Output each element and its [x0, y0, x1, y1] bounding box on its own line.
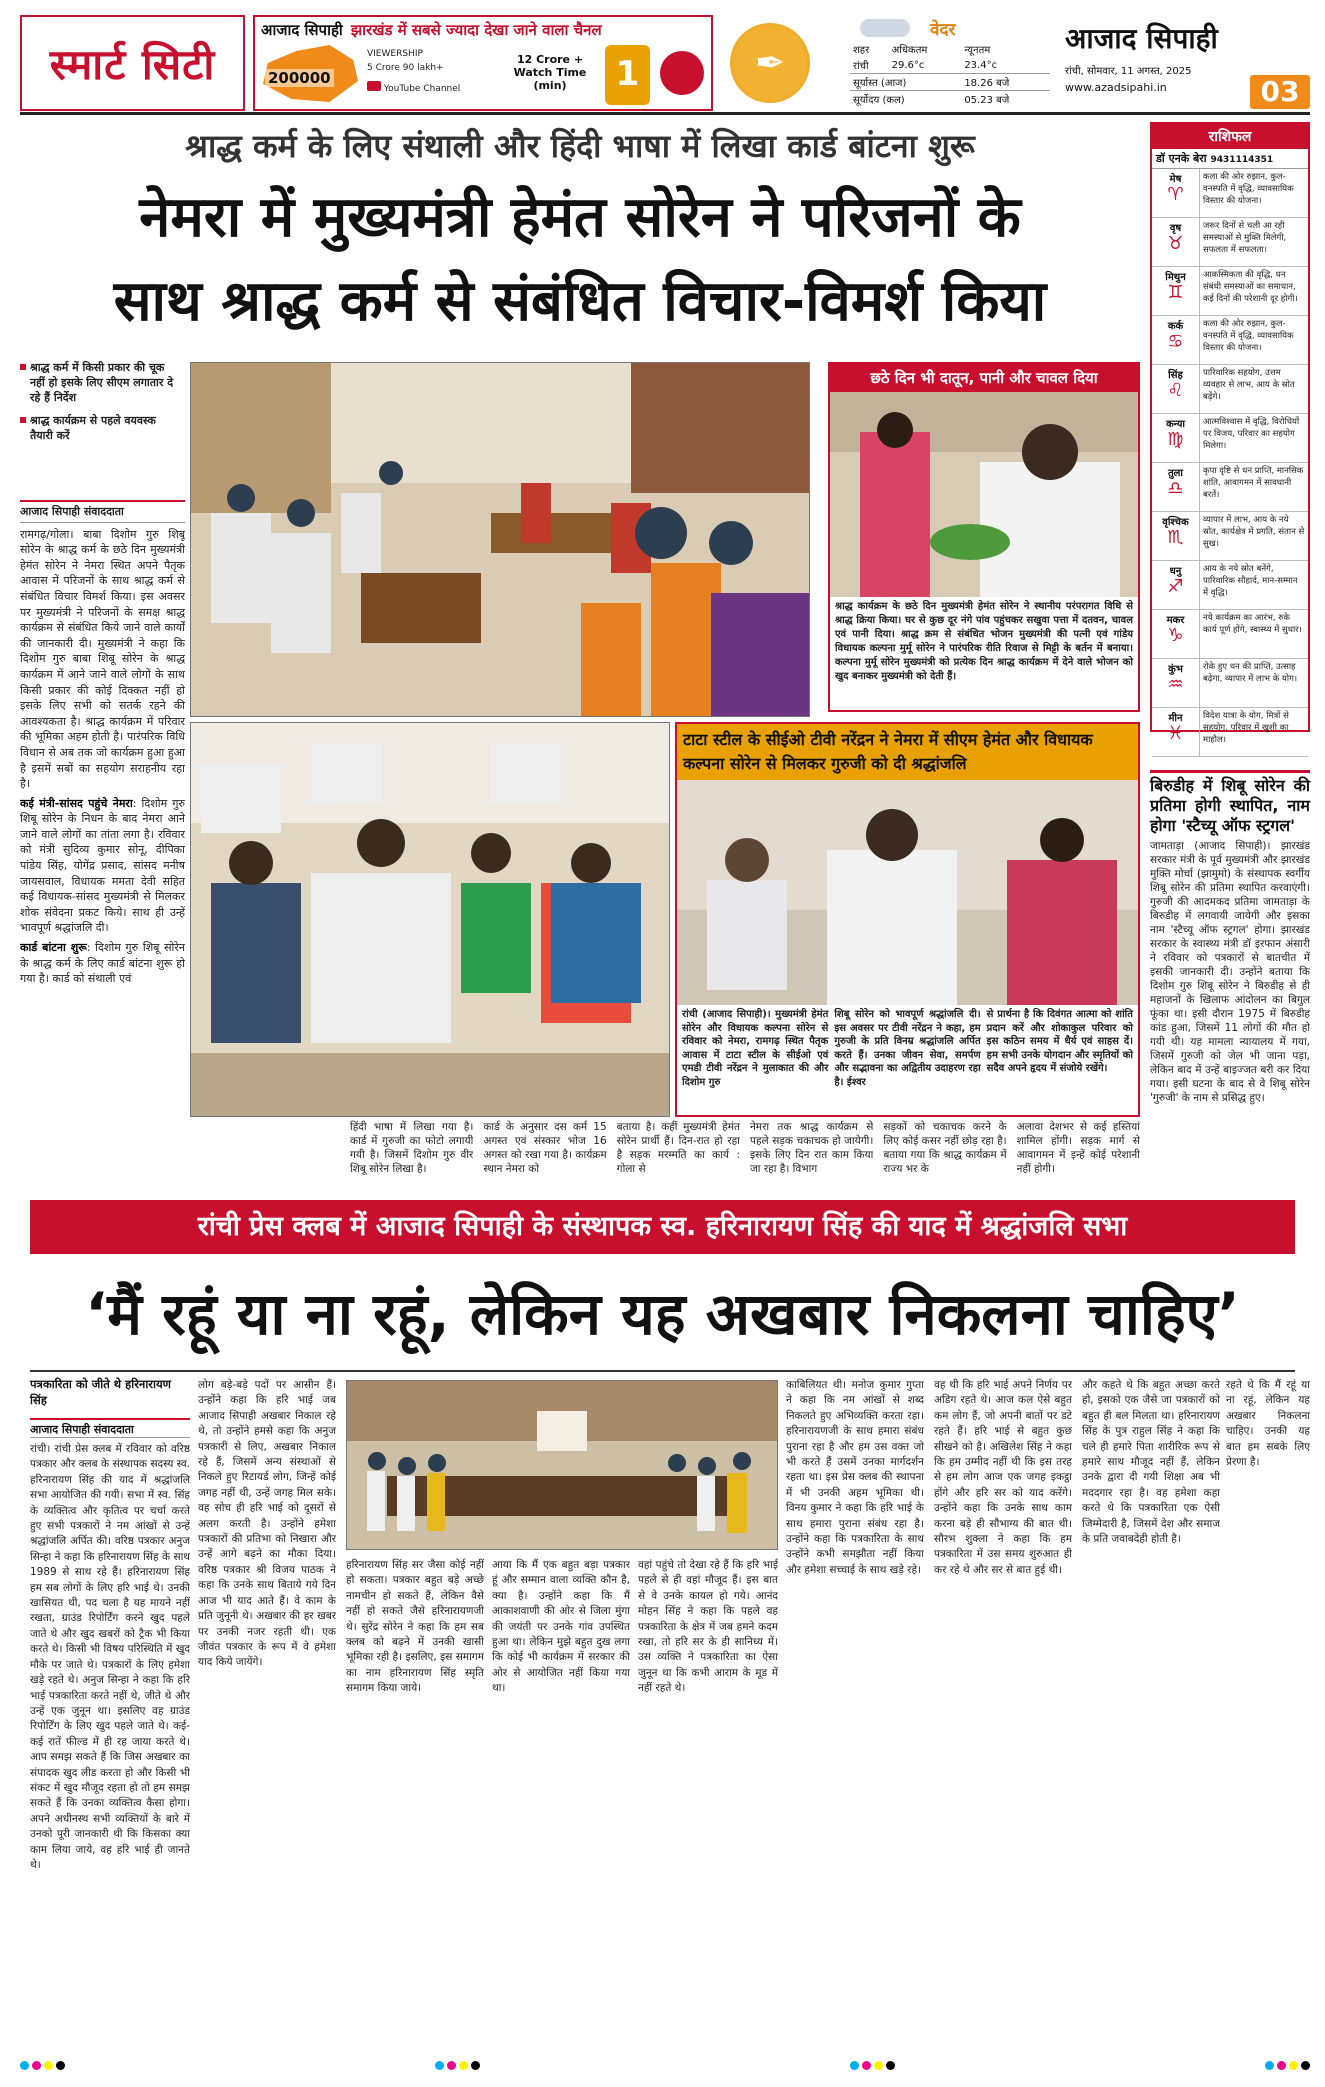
- astrologer-line: [1152, 149, 1308, 169]
- weather-box: [820, 15, 1055, 111]
- sunrise-row: [850, 91, 1050, 108]
- tata-caption: शिबू सोरेन को भावपूर्ण श्रद्धांजलि दी। इस अवसर पर टीवी नरेंद्रन ने कहा, हम गुरुजी के प्रति विनम्र श्रद्धांजलि अर्पित करते हैं। उनका जीवन सेवा, समर्पण और सद्भावना का अद्वितीय उदाहरण रहा है। ईश्वर: [834, 1009, 981, 1088]
- horoscope-sign: [1152, 169, 1200, 217]
- horoscope-row: [1152, 414, 1308, 463]
- masthead: [20, 15, 1310, 115]
- story2-headline: ‘मैं रहूं या ना रहूं, लेकिन यह अखबार निकलना चाहिए’: [85, 1280, 1240, 1348]
- photo-family-discussion: [190, 722, 670, 1117]
- paper-info: [1065, 15, 1310, 111]
- story2-column: रांची। रांची प्रेस क्लब में रविवार को वरिष्ठ पत्रकार और क्लब के संस्थापक सदस्य स्व. हरिनारायण सिंह की याद में श्रद्धांजलि सभा आयोजित की गयी। सभा में स्व. सिंह के व्यक्तित्व और कृतित्व पर चर्चा करते हुए सभी पत्रकारों ने नम आंखों से उन्हें श्रद्धांजलि अर्पित की। वरिष्ठ पत्रकार अनुज सिन्हा ने कहा कि हरिनारायण सिंह के साथ 1989 से साथ रहे हैं। हरिनारायण सिंह हम सब लोगों के लिए हरि भाई थे। उनकी खासियत थी, पद चला है यह मायने नहीं रखता, ग्राउंड रिपोर्टिंग करने खुद पहले जाते थे और खुद खबरों को ट्रैक भी किया करते थे। किसी भी विषय परिस्थिति में खुद मौके पर जाते थे। पत्रकारों के लिए हमेशा खड़े रहते थे। अनुज सिन्हा ने कहा कि हरि भाई पत्रकारिता करते नहीं थे, जीते थे और उन्हें एक जुनून था। इसलिए वह ग्राउंड रिपोर्टिंग के लिए खुद पहले जाते थे। कई-कई रातें फील्ड में ही रह जाया करते थे। आप समझ सकते हैं कि जिस अखबार का संपादक खुद लीड करता हो और किसी भी संकट में खुद मौजूद रहता हो तो हम समझ सकते हैं कि उनका व्यक्तित्व कैसा होगा। अपने अधीनस्थ सभी व्यक्तियों के बारे में उनको पूरी जानकारी थी कि किसका क्या काम लिया जाये, वह हरि भाई ही जानते थे।: [30, 1443, 190, 1871]
- ritual-photo-image: [830, 392, 1138, 597]
- dateline: रांची, सोमवार, 11 अगस्त, 2025: [1065, 66, 1192, 77]
- statue-story: [1150, 770, 1310, 1190]
- story1-cont-col: सड़कों को चकाचक करने के लिए कोई कसर नहीं छोड़ रहा है। बताया गया कि श्राद्ध कार्यक्रम में राज्य भर के: [883, 1121, 1007, 1175]
- registration-dot: [886, 2061, 895, 2070]
- story1-subhead: कार्ड बांटना शुरू: [20, 941, 87, 955]
- registration-dot: [447, 2061, 456, 2070]
- astrologer-name: डॉ एनके बेरा: [1156, 152, 1207, 165]
- photo-meeting-room: [190, 362, 810, 717]
- zodiac-icon: ♌: [1167, 380, 1184, 401]
- photo-box-caption: श्राद्ध कार्यक्रम के छठे दिन मुख्यमंत्री हेमंत सोरेन ने स्थानीय परंपरागत विधि से श्राद्ध क्रिया किया। घर से कुछ दूर नंगे पांव पहुंचकर सखुवा पत्ता में दतवन, चावल एवं पानी दिया। श्राद्ध क्रम से संबंधित भोजन मुख्यमंत्री की पत्नी एवं गांडेय विधायक कल्पना मुर्मू सोरेन ने पारंपरिक रीति रिवाज से मिट्टी के बर्तन में बनाया। कल्पना मुर्मू सोरेन मुख्यमंत्री को प्रत्येक दिन श्राद्ध कार्यक्रम में देने वाले भोजन को खुद बनाकर मुख्यमंत्री को देती हैं।: [835, 601, 1133, 682]
- registration-dot: [850, 2061, 859, 2070]
- sign-label: कर्क: [1167, 321, 1184, 332]
- photo-press-club: [346, 1380, 778, 1550]
- ad-channel-name: आजाद सिपाही: [261, 21, 343, 39]
- color-registration-marks: [850, 2061, 895, 2070]
- story2-column: और कहते थे कि बहुत अच्छा करते हो, इसको एक जैसे जा पत्रकारों को बहुत ही बल मिलता था। हरिनारायण सिंह के पुत्र राहुल सिंह ने कहा कि चले ही हमारे पिता शारीरिक रूप से हमारे साथ मौजूद नहीं हैं, लेकिन उनके द्वारा दी गयी शिक्षा अब भी मददगार रहा है। वह हमेशा कहा करते थे कि पत्रकारिता एक ऐसी जिम्मेदारी है, जिसमें देश और समाज के प्रति जवाबदेही होती है।: [1082, 1379, 1220, 1546]
- horoscope-sign: [1152, 708, 1200, 756]
- horoscope-sign: [1152, 365, 1200, 413]
- weather-city-row: [850, 57, 1050, 74]
- horoscope-title: राशिफल: [1152, 124, 1308, 149]
- horoscope-list: [1152, 169, 1308, 757]
- weather-header-row: [850, 41, 1050, 57]
- sunset-row: [850, 74, 1050, 91]
- story1-body: : दिशोम गुरु शिबू सोरेन के श्राद्ध कर्म के लिए कार्ड बांटना शुरू हो गया है। कार्ड को संथाली एवं: [20, 941, 185, 986]
- story1-column: [20, 500, 185, 1180]
- story1-cont-col: बताया है। कहीं मुख्यमंत्री हेमंत सोरेन प्रार्थी हैं। दिन-रात हो रहा है सड़क मरम्मति का कार्य : गोला से: [616, 1121, 740, 1175]
- horoscope-sign: [1152, 512, 1200, 560]
- ad-tagline: झारखंड में सबसे ज्यादा देखा जाने वाला चैनल: [350, 21, 602, 39]
- divider: [30, 1370, 1295, 1372]
- horoscope-row: [1152, 365, 1308, 414]
- registration-dot: [32, 2061, 41, 2070]
- horoscope-sign: [1152, 463, 1200, 511]
- tata-steel-box: [675, 722, 1140, 1117]
- statue-headline: बिरुडीह में शिबू सोरेन की प्रतिमा होगी स्थापित, नाम होगा 'स्टैच्यू ऑफ स्ट्रगल': [1150, 770, 1310, 836]
- zodiac-icon: ♒: [1167, 674, 1184, 695]
- registration-dot: [56, 2061, 65, 2070]
- story2-byline: आजाद सिपाही संवाददाता: [30, 1418, 190, 1438]
- pen-logo: [725, 15, 815, 111]
- ad-stat: YouTube Channel: [383, 84, 461, 94]
- ad-header: [255, 17, 711, 43]
- registration-dot: [1265, 2061, 1274, 2070]
- meeting-photo-image: [191, 363, 810, 717]
- story1-bullets: [20, 360, 180, 480]
- page-number: 03: [1250, 75, 1310, 109]
- color-registration-marks: [20, 2061, 65, 2070]
- registration-dot: [20, 2061, 29, 2070]
- registration-dot: [44, 2061, 53, 2070]
- bullet-item: [20, 413, 180, 443]
- sign-label: वृष: [1169, 223, 1182, 234]
- tata-captions: [677, 1005, 1138, 1092]
- zodiac-icon: ♏: [1167, 527, 1184, 548]
- channel-ad[interactable]: [253, 15, 713, 111]
- zodiac-icon: ♓: [1167, 723, 1184, 744]
- sign-label: मीन: [1168, 713, 1183, 724]
- weather-cell: 29.6°c: [891, 59, 925, 71]
- horoscope-text: आकस्मिकता की वृद्धि, धन संबंधी समस्याओं का समाधान, कई दिनों की परेशानी दूर होगी।: [1203, 270, 1298, 304]
- horoscope-row: [1152, 610, 1308, 659]
- paper-name: आजाद सिपाही: [1065, 22, 1218, 55]
- youtube-icon: [367, 81, 381, 91]
- horoscope-row: [1152, 708, 1308, 757]
- horoscope-text: कला की ओर रुझान, कुल-वनस्पति में वृद्धि, व्यावसायिक विस्तार की योजना।: [1203, 319, 1294, 353]
- statue-body: जामताड़ा (आजाद सिपाही)। झारखंड सरकार मंत्री के पूर्व मुख्यमंत्री और झारखंड मुक्ति मोर्चा (झामुमो) के संस्थापक स्वर्गीय शिबू सोरेन की प्रतिमा स्थापित करवाएंगी। गुरुजी की आदमकद प्रतिमा जामताड़ा के बिरुडीह में लगवायी जायेगी और इसका नाम 'स्टैच्यू ऑफ स्ट्रगल' होगा। झारखंड सरकार के स्वास्थ्य मंत्री डॉ इरफान अंसारी ने रविवार को पत्रकारों से बातचीत में इसकी जानकारी दी। उन्होंने बताया कि दिशोम गुरु शिबू सोरेन ने बिरुडीह से ही महाजनों के खिलाफ आंदोलन का बिगुल फूंका था। इसी दौरान 1975 में बिरुडीह कांड हुआ, जिसमें 11 लोगों की मौत हो गयी थी। यह मामला न्यायालय में गया, जिसमें गुरुजी को जेल भी जाना पड़ा, लेकिन बाद में उन्हें बाइज्जत बरी कर दिया गया। इसी घटना के बाद से वे शिबू सोरेन 'गुरुजी' के नाम से प्रसिद्ध हुए।: [1150, 840, 1310, 1104]
- registration-dot: [435, 2061, 444, 2070]
- photo-box-ritual: [828, 362, 1140, 712]
- ad-stats-list: [367, 47, 460, 96]
- story1-cont-col: नेमरा तक श्राद्ध कार्यक्रम से पहले सड़क चकाचक हो जायेगी। इसके लिए दिन रात काम किया जा रहा है। विभाग: [749, 1121, 874, 1175]
- story1-headline: [20, 176, 1140, 352]
- section-brand-label: स्मार्ट सिटी: [49, 39, 216, 89]
- sunrise-label: सूर्योदय (कल): [850, 91, 961, 108]
- horoscope-text: व्यापार में लाभ, आय के नये स्रोत, कार्यक्षेत्र में प्रगति, संतान से सुख।: [1203, 515, 1305, 549]
- sign-label: कुंभ: [1168, 664, 1183, 675]
- horoscope-row: [1152, 267, 1308, 316]
- horoscope-sign: [1152, 267, 1200, 315]
- horoscope-text: कला की ओर रुझान, कुल-वनस्पति में वृद्धि, व्यावसायिक विस्तार की योजना।: [1203, 172, 1294, 206]
- weather-title: वेदर: [930, 20, 956, 40]
- sunset-value: 18.26 बजे: [961, 74, 1050, 91]
- tata-caption: से प्रार्थना है कि दिवंगत आत्मा को शांति प्रदान करें और शोकाकुल परिवार को इस कठिन समय में धैर्य एवं साहस दें। हम सभी उनके योगदान और स्मृतियों को सदैव अपने हृदय में संजोये रखेंगे।: [986, 1009, 1133, 1074]
- horoscope-text: कृपा दृष्टि से धन प्राप्ति, मानसिक शांति, आवागमन में सावधानी बरतें।: [1203, 466, 1304, 500]
- weather-cell: रांची: [853, 61, 869, 72]
- zodiac-icon: ♑: [1167, 625, 1184, 646]
- horoscope-row: [1152, 659, 1308, 708]
- discussion-photo-image: [191, 723, 670, 1117]
- horoscope-sign: [1152, 316, 1200, 364]
- story1-cont-col: अलावा देशभर से कई हस्तियां शामिल होंगी। सड़क मार्ग से आवागमन में इन्हें कोई परेशानी नहीं होगी।: [1016, 1121, 1140, 1175]
- color-registration-marks: [1265, 2061, 1310, 2070]
- zodiac-icon: ♎: [1167, 478, 1184, 499]
- story2-column: लोग बड़े-बड़े पदों पर आसीन हैं। उन्होंने कहा कि हरि भाई जब आजाद सिपाही अखबार निकाल रहे थे, तो उन्होंने हमसे कहा कि अनुज पत्रकारी से लिए, अखबार निकाल रहे हैं, जिसमें अन्य संस्थाओं से निकले हुए रिटायर्ड लोग, जिन्हें कोई जगह नहीं थी, उन्हें जगह मिल सके। वह सोच ही हरि भाई को दूसरों से अलग करती है। उन्होंने हमेशा पत्रकारों की प्रतिभा को निखारा और उन्हें आगे बढ़ने का मौका दिया। वरिष्ठ पत्रकार श्री विजय पाठक ने कहा कि उनके साथ बिताये गये दिन आज भी याद आते हैं। वे काम के प्रति जुनूनी थे। अखबार की हर खबर पर उनकी नजर रहती थी। एक जीवंत पत्रकार के रूप में वे हमेशा याद किये जायेंगे।: [198, 1379, 336, 1669]
- story1-continuation: [350, 1120, 1140, 1190]
- sunset-label: सूर्यास्त (आज): [850, 74, 961, 91]
- registration-dot: [471, 2061, 480, 2070]
- sign-label: सिंह: [1168, 370, 1183, 381]
- astrologer-phone: 9431114351: [1210, 155, 1274, 165]
- horoscope-text: विदेश यात्रा के योग, मित्रों से सहयोग, परिवार में खुशी का माहौल।: [1203, 711, 1289, 745]
- story2-column: वहां पहुंचे तो देखा रहे हैं कि हरि भाई पहले से ही वहां मौजूद हैं। इस बात से वे उनके कायल हो गये। आनंद मोहन सिंह ने कहा कि पहले वह पत्रकारिता के क्षेत्र में जब हमने कदम रखा, तो हरि सर के ही सानिध्य में। उस व्यक्ति ने पत्रकारिता का ऐसा जुनून था कि कभी आराम के मूड में नहीं रहते थे।: [638, 1559, 778, 1695]
- bullet-item: [20, 360, 180, 405]
- zodiac-icon: ♐: [1167, 576, 1184, 597]
- story1-cont-col: कार्ड के अनुसार दस कर्म 15 अगस्त एवं संस्कार भोज 16 अगस्त को रखा गया है। कार्यक्रम स्थान नेमरा को: [483, 1121, 607, 1175]
- zodiac-icon: ♊: [1167, 282, 1184, 303]
- registration-dot: [874, 2061, 883, 2070]
- cloud-icon: [860, 19, 910, 37]
- horoscope-row: [1152, 561, 1308, 610]
- zodiac-icon: ♈: [1167, 184, 1184, 205]
- weather-table: [850, 41, 1050, 107]
- weather-cell: 23.4°c: [964, 59, 998, 71]
- horoscope-text: आत्मविश्वास में वृद्धि, विरोधियों पर विजय, परिवार का सहयोग मिलेगा।: [1203, 417, 1300, 451]
- headline-line: नेमरा में मुख्यमंत्री हेमंत सोरेन ने परिजनों के: [139, 185, 1021, 250]
- ad-watch-time: 12 Crore + Watch Time (min): [513, 53, 587, 92]
- story2-band: रांची प्रेस क्लब में आजाद सिपाही के संस्थापक स्व. हरिनारायण सिंह की याद में श्रद्धांजलि सभा: [30, 1200, 1295, 1254]
- story2-column: वह थी कि हरि भाई अपने निर्णय पर अडिग रहते थे। आज कल ऐसे बहुत कम लोग हैं, जो अपनी बातों पर डटे रहते हैं। हरि भाई से बहुत कुछ सीखने को है। अखिलेश सिंह ने कहा कि हम उम्मीद नहीं थी कि इस तरह से हम लोग आज एक जगह इकट्ठा होंगे और हरि सर को याद करेंगे। उन्होंने कहा कि उनके साथ काम करना बड़े ही सौभाग्य की बात थी। सौरभ शुक्ला ने कहा कि हम पत्रकारिता में उस समय शुरुआत ही कर रहे थे और सर से बात हुई थी।: [934, 1379, 1072, 1576]
- registration-dot: [1277, 2061, 1286, 2070]
- horoscope-row: [1152, 169, 1308, 218]
- horoscope-text: आय के नये स्रोत बनेंगे, पारिवारिक सौहार्द, मान-सम्मान में वृद्धि।: [1203, 564, 1298, 598]
- tata-box-title: टाटा स्टील के सीईओ टीवी नरेंद्रन ने नेमरा में सीएम हेमंत और विधायक कल्पना सोरेन से मिलकर गुरुजी को दी श्रद्धांजलि: [677, 724, 1138, 780]
- story2-column: रहते थे कि मैं रहूं या ना रहूं, लेकिन यह अखबार निकलना चाहिए। उनकी यह बात हम सबके लिए प्रेरणा है।: [1226, 1379, 1310, 1469]
- bullet-text: श्राद्ध कार्यक्रम से पहले वयवस्क तैयारी करें: [30, 414, 156, 442]
- tata-photo-image: [677, 780, 1138, 1005]
- zodiac-icon: ♋: [1167, 331, 1184, 352]
- sign-label: कन्या: [1165, 419, 1186, 430]
- story2-column: हरिनारायण सिंह सर जैसा कोई नहीं हो सकता। पत्रकार बहुत बड़े अच्छे नामचीन हो सकते हैं, लेकिन वैसे नहीं हो सकते जैसे हरिनारायणजी थे। सुरेंद्र सोरेन ने कहा कि हम सब क्लब को बढ़ने में उनकी खासी भूमिका रही है। इसलिए, इस समागम का नाम हरिनारायण सिंह स्मृति समागम किया जाये।: [346, 1559, 484, 1695]
- story1-kicker: श्राद्ध कर्म के लिए संथाली और हिंदी भाषा में लिखा कार्ड बांटना शुरू: [185, 127, 975, 165]
- sign-label: धनु: [1169, 566, 1182, 577]
- sign-label: मेष: [1169, 174, 1182, 185]
- section-brand: [20, 15, 245, 111]
- ad-stat: 5 Crore 90 lakh+: [367, 63, 444, 73]
- horoscope-text: नये कार्यक्रम का आरंभ, रुके कार्य पूर्ण होंगे, स्वास्थ्य में सुधार।: [1203, 613, 1302, 635]
- horoscope-sign: [1152, 610, 1200, 658]
- pen-nib-icon: ✒: [730, 23, 810, 103]
- ad-rank-badge: 1: [605, 45, 650, 105]
- registration-dot: [459, 2061, 468, 2070]
- headline-line: साथ श्राद्ध कर्म से संबंधित विचार-विमर्श किया: [113, 269, 1047, 334]
- horoscope-text: पारिवारिक सहयोग, उत्तम व्यवहार से लाभ, आय के स्रोत बढ़ेंगे।: [1203, 368, 1295, 402]
- bullet-square-icon: [20, 364, 26, 370]
- story1-byline: आजाद सिपाही संवाददाता: [20, 500, 185, 523]
- channel-logo-icon: [660, 51, 704, 95]
- horoscope-sign: [1152, 561, 1200, 609]
- sign-label: तुला: [1167, 468, 1184, 479]
- color-registration-marks: [435, 2061, 480, 2070]
- zodiac-icon: ♍: [1167, 429, 1184, 450]
- photo-box-title: छठे दिन भी दातून, पानी और चावल दिया: [830, 364, 1138, 392]
- story2-side-kicker: पत्रकारिता को जीते थे हरिनारायण सिंह: [30, 1377, 171, 1407]
- sunrise-value: 05.23 बजे: [961, 91, 1050, 108]
- story1-subhead: कई मंत्री-सांसद पहुंचे नेमरा: [20, 796, 133, 810]
- horoscope-sign: [1152, 218, 1200, 266]
- story1-body: : दिशोम गुरु शिबू सोरेन के निधन के बाद नेमरा आने जाने वाले लोगों का तांता लगा है। रविवार को मंत्री सुदिव्य कुमार सोनू, दीपिका पांडेय सिंह, योगेंद्र प्रसाद, सांसद मनीष जायसवाल, विधायक ममता देवी सहित कई विधायक-सांसद मुख्यमंत्री से मिलकर शोक संवेदना प्रकट किये। साथ ही उन्हें भावपूर्ण श्रद्धांजलि दी।: [20, 796, 185, 935]
- registration-dot: [1289, 2061, 1298, 2070]
- horoscope-text: जरूर दिनों से चली आ रही समस्याओं से मुक्ति मिलेगी, सफलता में सफलता।: [1203, 221, 1287, 255]
- story2-column: काबिलियत थी। मनोज कुमार गुप्ता ने कहा कि नम आंखों से शब्द निकलते हुए अभिव्यक्ति करता रहा। हरिनारायणजी के साथ हमारा संबंध पुराना रहा है और हम उस वक्त जो भी करते हैं उसमें उनका मार्गदर्शन रहता था। इस प्रेस क्लब की स्थापना में भी उनकी अहम भूमिका थी। विनय कुमार ने कहा कि हरि भाई के साथ हमारा पुराना संबंध रहा है। उन्होंने कहा कि पत्रकारिता के साथ उन्होंने कभी समझौता नहीं किया और हमेशा सच्चाई के साथ खड़े रहे।: [786, 1379, 924, 1576]
- horoscope-row: [1152, 316, 1308, 365]
- sign-label: मकर: [1166, 615, 1185, 626]
- bullet-square-icon: [20, 417, 26, 423]
- sign-label: वृश्चिक: [1162, 517, 1189, 528]
- bullet-text: श्राद्ध कर्म में किसी प्रकार की चूक नहीं हो इसके लिए सीएम लगातार दे रहे हैं निर्देश: [30, 361, 174, 404]
- website-link[interactable]: www.azadsipahi.in: [1065, 81, 1167, 94]
- story1-body: रामगढ़/गोला। बाबा दिशोम गुरु शिबू सोरेन के श्राद्ध कर्म के छठे दिन मुख्यमंत्री हेमंत सोरेन ने नेमरा स्थित अपने पैतृक आवास में परिजनों के साथ श्राद्ध कर्म से संबंधित विचार विमर्श किया। इस अवसर पर मुख्यमंत्री ने परिजनों के समक्ष श्राद्ध कार्यक्रम से संबंधित किये जाने वाले कार्यों की जानकारी दी। मुख्यमंत्री ने कहा कि दिशोम गुरु बाबा शिबू सोरेन के श्राद्ध कार्यक्रम में आने जाने वाले लोगों के साथ किसी प्रकार की कोई दिक्कत नहीं हो इसके लिए सभी को सतर्क रहने की आवश्यकता है। श्राद्ध कार्यक्रम में परिवार की भूमिका अहम होती है। पारंपरिक विधि विधान से अब तक जो कार्यक्रम हुआ हुआ है इसमें सबों का सहयोग सराहनीय रहा है।: [20, 527, 185, 791]
- weather-header: अधिकतम: [891, 45, 928, 56]
- ad-viewers-count: 200000: [265, 69, 334, 87]
- horoscope-text: रोके हुए धन की प्राप्ति, उत्साह बढ़ेगा, व्यापार में लाभ के योग।: [1203, 662, 1298, 684]
- horoscope-panel: [1150, 122, 1310, 745]
- horoscope-row: [1152, 463, 1308, 512]
- zodiac-icon: ♉: [1167, 233, 1184, 254]
- tata-caption: रांची (आजाद सिपाही)। मुख्यमंत्री हेमंत सोरेन और विधायक कल्पना सोरेन से रविवार को नेमरा, रामगढ़ स्थित पैतृक आवास में टाटा स्टील के सीईओ एवं एमडी टीवी नरेंद्रन ने मुलाकात की और दिशोम गुरु: [682, 1009, 829, 1088]
- print-registration-footer: [20, 2055, 1310, 2075]
- story1-cont-col: हिंदी भाषा में लिखा गया है। कार्ड में गुरुजी का फोटो लगायी गयी है। जिसमें दिशोम गुरु वीर शिबू सोरेन लिखा है।: [350, 1121, 474, 1175]
- sign-label: मिथुन: [1165, 272, 1186, 283]
- weather-header: न्यूनतम: [964, 45, 991, 56]
- press-club-photo-image: [347, 1381, 778, 1550]
- weather-header: शहर: [853, 45, 870, 56]
- ad-stat: VIEWERSHIP: [367, 49, 423, 59]
- horoscope-row: [1152, 218, 1308, 267]
- horoscope-row: [1152, 512, 1308, 561]
- story2-column: आया कि मैं एक बहुत बड़ा पत्रकार हूं और सम्मान वाला व्यक्ति कौन है, क्या है। उन्होंने कहा कि मैं आकाशवाणी की ओर से जिला मुंगा की जयंती पर उनके गांव उपस्थित हुआ था। लेकिन मुझे बहुत दुख लगा कि कोई भी कार्यक्रम में सरकार की ओर से आयोजित नहीं किया गया था।: [492, 1559, 630, 1695]
- registration-dot: [862, 2061, 871, 2070]
- horoscope-sign: [1152, 414, 1200, 462]
- registration-dot: [1301, 2061, 1310, 2070]
- horoscope-sign: [1152, 659, 1200, 707]
